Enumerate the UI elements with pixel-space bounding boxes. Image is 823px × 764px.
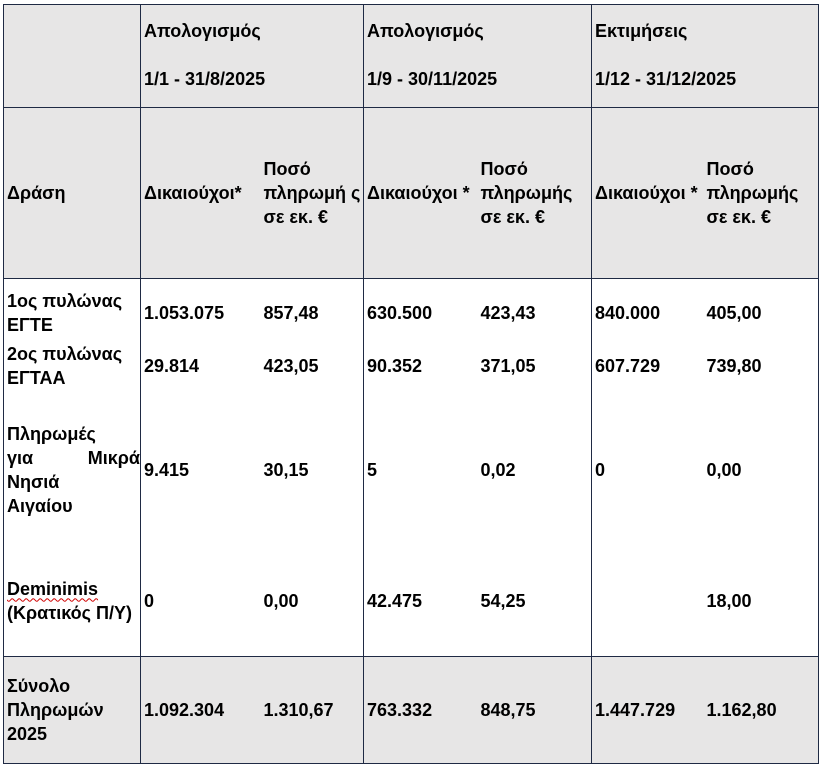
table-row <box>4 339 819 394</box>
value-cell: 30,15 <box>261 394 364 547</box>
period-range: 1/9 - 30/11/2025 <box>367 69 498 89</box>
table-row <box>4 394 819 547</box>
value-cell: 857,48 <box>261 279 364 339</box>
value-cell: 18,00 <box>704 547 819 657</box>
value-cell: 90.352 <box>364 339 478 394</box>
value-cell: 423,05 <box>261 339 364 394</box>
action-line: Αιγαίου <box>7 496 73 516</box>
payments-table <box>3 4 819 764</box>
column-header-row <box>4 108 819 279</box>
period-header-2 <box>364 5 592 108</box>
table-row <box>4 279 819 339</box>
value-cell: 1.053.075 <box>141 279 261 339</box>
period-range: 1/12 - 31/12/2025 <box>595 69 737 89</box>
action-cell: 1ος πυλώνας ΕΓΤΕ <box>4 279 141 339</box>
value-cell: 0 <box>141 547 261 657</box>
table-row <box>4 547 819 657</box>
value-cell: 739,80 <box>704 339 819 394</box>
amount-header: Ποσό πληρωμής σε εκ. € <box>704 108 819 279</box>
beneficiaries-header: Δικαιούχοι * <box>592 108 704 279</box>
value-cell: 630.500 <box>364 279 478 339</box>
value-cell: 54,25 <box>478 547 592 657</box>
value-cell: 371,05 <box>478 339 592 394</box>
action-line: Πληρωμές <box>7 424 96 444</box>
action-header: Δράση <box>4 108 141 279</box>
value-cell <box>592 547 704 657</box>
total-value: 1.447.729 <box>592 657 704 764</box>
period-label: Απολογισμός <box>367 21 484 41</box>
value-cell: 29.814 <box>141 339 261 394</box>
action-word: για <box>7 448 34 468</box>
value-cell: 405,00 <box>704 279 819 339</box>
period-header-row <box>4 5 819 108</box>
total-value: 763.332 <box>364 657 478 764</box>
value-cell: 0,02 <box>478 394 592 547</box>
beneficiaries-header: Δικαιούχοι * <box>364 108 478 279</box>
total-label: Σύνολο Πληρωμών 2025 <box>4 657 141 764</box>
period-label: Απολογισμός <box>144 21 261 41</box>
amount-header: Ποσό πληρωμής σε εκ. € <box>478 108 592 279</box>
total-row <box>4 657 819 764</box>
value-cell: 9.415 <box>141 394 261 547</box>
value-cell: 0,00 <box>261 547 364 657</box>
value-cell: 0,00 <box>704 394 819 547</box>
value-cell: 42.475 <box>364 547 478 657</box>
total-value: 1.162,80 <box>704 657 819 764</box>
period-label: Εκτιμήσεις <box>595 21 688 41</box>
action-line: Νησιά <box>7 472 60 492</box>
empty-corner-cell <box>4 5 141 108</box>
action-word: Deminimis <box>7 579 99 600</box>
total-value: 1.092.304 <box>141 657 261 764</box>
beneficiaries-header: Δικαιούχοι* <box>141 108 261 279</box>
period-header-1 <box>141 5 364 108</box>
total-value: 1.310,67 <box>261 657 364 764</box>
period-range: 1/1 - 31/8/2025 <box>144 69 266 89</box>
action-line <box>7 446 140 470</box>
action-word: (Κρατικός Π/Υ) <box>7 603 133 624</box>
action-cell <box>4 394 141 547</box>
value-cell: 607.729 <box>592 339 704 394</box>
value-cell: 423,43 <box>478 279 592 339</box>
value-cell: 0 <box>592 394 704 547</box>
value-cell: 840.000 <box>592 279 704 339</box>
action-cell: 2ος πυλώνας ΕΓΤΑΑ <box>4 339 141 394</box>
value-cell: 5 <box>364 394 478 547</box>
action-cell <box>4 547 141 657</box>
amount-header: Ποσό πληρωμή ς σε εκ. € <box>261 108 364 279</box>
total-value: 848,75 <box>478 657 592 764</box>
period-header-3 <box>592 5 819 108</box>
action-word: Μικρά <box>87 448 140 468</box>
